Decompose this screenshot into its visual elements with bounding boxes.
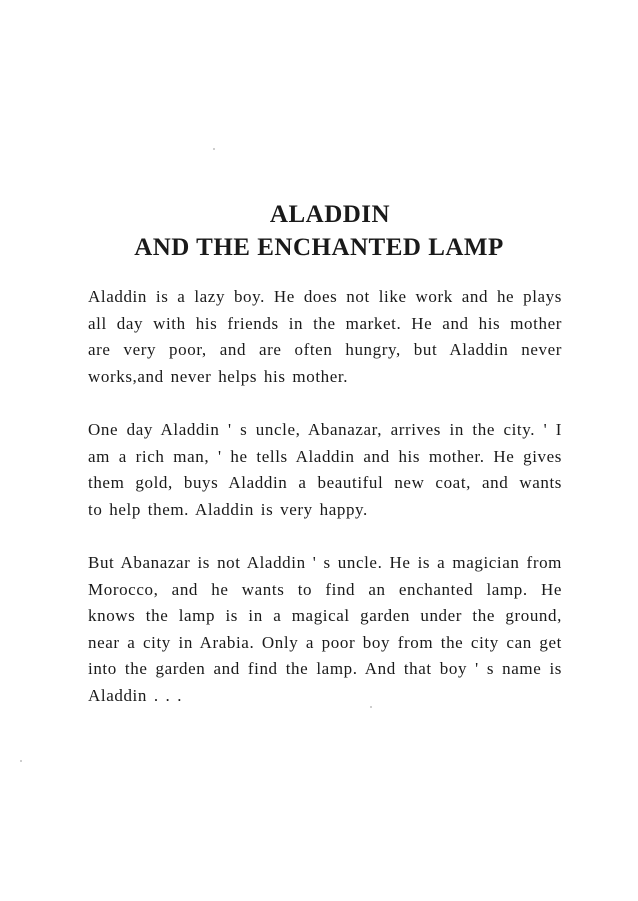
- text-line: am a rich man, ' he tells Aladdin and his mother. He gives: [88, 446, 562, 466]
- paragraph-3: [88, 550, 562, 709]
- title-line-2: AND THE ENCHANTED LAMP: [134, 234, 504, 261]
- text-line: to help them. Aladdin is very happy.: [88, 499, 368, 519]
- title-line-1: ALADDIN: [269, 201, 391, 228]
- paragraph-2: [88, 417, 562, 523]
- paragraph-1: [88, 284, 562, 390]
- text-line: Aladdin . . .: [88, 685, 183, 705]
- text-line: knows the lamp is in a magical garden under the ground,: [88, 606, 562, 625]
- text-line: Aladdin is a lazy boy. He does not like work and he plays: [88, 287, 562, 306]
- text-line: them gold, buys Aladdin a beautiful new coat, and wants: [88, 473, 562, 492]
- text-line: into the garden and find the lamp. And that boy ' s name is: [88, 659, 562, 678]
- text-line: are very poor, and are often hungry, but Aladdin never: [88, 340, 562, 359]
- story-text: [88, 284, 562, 736]
- text-line: near a city in Arabia. Only a poor boy from the city can get: [88, 632, 562, 652]
- text-line: works,and never helps his mother.: [88, 366, 349, 386]
- text-line: Morocco, and he wants to find an enchanted lamp. He: [88, 579, 562, 599]
- text-line: all day with his friends in the market. He and his mother: [88, 313, 562, 333]
- text-line: One day Aladdin ' s uncle, Abanazar, arrives in the city. ' I: [88, 420, 562, 439]
- text-line: But Abanazar is not Aladdin ' s uncle. He is a magician from: [88, 553, 562, 572]
- page-speck: [20, 760, 22, 762]
- chapter-title: [0, 198, 638, 264]
- page-speck: [213, 148, 215, 150]
